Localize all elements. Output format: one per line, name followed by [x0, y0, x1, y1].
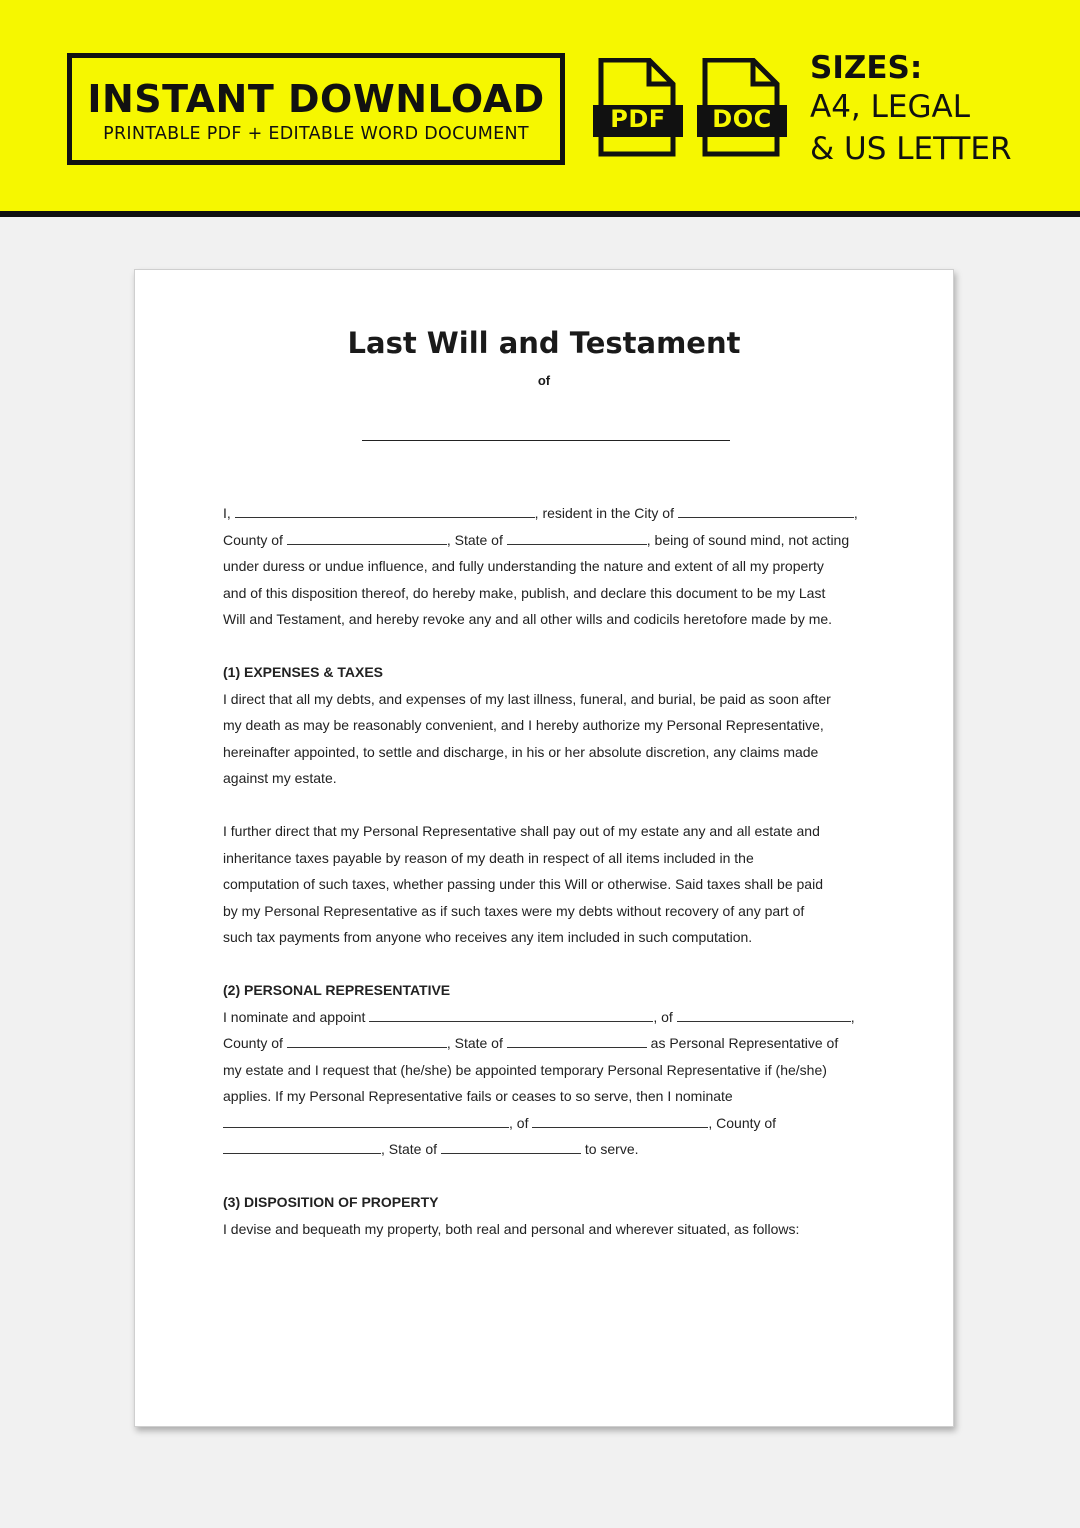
section-text: computation of such taxes, whether passing under this Will or otherwise. Said taxes shall be paid — [223, 876, 823, 892]
section-text: County of — [223, 1035, 283, 1051]
alternate-county-blank — [223, 1139, 381, 1154]
promo-banner — [0, 0, 1080, 217]
representative-name-blank — [369, 1007, 653, 1022]
section-text: I devise and bequeath my property, both real and personal and wherever situated, as follows: — [223, 1220, 800, 1237]
city-blank — [678, 503, 854, 518]
sizes-info — [810, 50, 1012, 170]
alternate-state-blank — [441, 1139, 581, 1154]
testator-name-line — [362, 440, 730, 441]
sizes-line-1: A4, LEGAL — [810, 89, 970, 125]
section-text: by my Personal Representative as if such taxes were my debts without recovery of any part of — [223, 902, 805, 919]
pdf-label: PDF — [610, 105, 666, 133]
state-blank — [507, 530, 647, 545]
sizes-line-2: & US LETTER — [810, 131, 1012, 167]
intro-text: I, — [223, 505, 231, 521]
document-body — [223, 500, 869, 1269]
section-disposition — [223, 1189, 869, 1242]
section-text: against my estate. — [223, 770, 337, 786]
instant-download-subtitle: PRINTABLE PDF + EDITABLE WORD DOCUMENT — [103, 124, 529, 144]
doc-label: DOC — [712, 105, 772, 133]
intro-text: , being of sound mind, not acting — [646, 531, 850, 548]
section-text: I direct that all my debts, and expenses of my last illness, funeral, and burial, be paid as soon after — [223, 690, 831, 707]
intro-text: , State of — [446, 531, 503, 548]
representative-city-blank — [677, 1007, 851, 1022]
intro-text: Will and Testament, and hereby revoke any and all other wills and codicils heretofore made by me. — [223, 611, 833, 627]
section-text: I further direct that my Personal Representative shall pay out of my estate any and all estate and — [223, 823, 820, 839]
section-taxes-paragraph — [223, 818, 869, 951]
intro-text: and of this disposition thereof, do hereby make, publish, and declare this document to be my Last — [223, 584, 826, 601]
representative-county-blank — [287, 1033, 447, 1048]
document-page — [134, 269, 954, 1427]
alternate-city-blank — [532, 1113, 708, 1128]
section-text: , County of — [708, 1114, 777, 1131]
intro-text: under duress or undue influence, and fully understanding the nature and extent of all my property — [223, 558, 824, 574]
section-text: such tax payments from anyone who receives any item included in such computation. — [223, 929, 753, 945]
section-expenses — [223, 659, 869, 792]
intro-text: , resident in the City of — [534, 505, 674, 521]
section-text: my estate and I request that (he/she) be appointed temporary Personal Representative if (he/she) — [223, 1061, 827, 1078]
instant-download-box — [67, 53, 565, 165]
sizes-title: SIZES: — [810, 50, 923, 86]
intro-paragraph — [223, 500, 869, 633]
document-of: of — [537, 373, 551, 388]
section-text: my death as may be reasonably convenient, and I hereby authorize my Personal Representative, — [223, 717, 824, 733]
section-text: applies. If my Personal Representative fails or ceases to so serve, then I nominate — [223, 1088, 733, 1104]
section-text: , of — [653, 1008, 673, 1025]
section-text: , of — [509, 1114, 529, 1131]
section-heading: (3) DISPOSITION OF PROPERTY — [223, 1194, 439, 1210]
intro-text: County of — [223, 531, 283, 548]
document-title: Last Will and Testament — [347, 326, 741, 360]
representative-state-blank — [507, 1033, 647, 1048]
section-text: , — [850, 1008, 855, 1025]
alternate-name-blank — [223, 1113, 509, 1128]
section-text: to serve. — [584, 1141, 639, 1157]
section-text: as Personal Representative of — [650, 1035, 839, 1051]
section-text: I nominate and appoint — [223, 1008, 366, 1025]
county-blank — [287, 530, 447, 545]
section-text: inheritance taxes payable by reason of my death in respect of all items included in the — [223, 849, 754, 866]
pdf-file-icon — [593, 58, 689, 158]
section-text: hereinafter appointed, to settle and discharge, in his or her absolute discretion, any claims made — [223, 743, 819, 760]
section-heading: (1) EXPENSES & TAXES — [223, 664, 384, 680]
intro-text: , — [853, 505, 858, 521]
instant-download-title: INSTANT DOWNLOAD — [87, 77, 545, 121]
name-blank — [235, 503, 535, 518]
section-heading: (2) PERSONAL REPRESENTATIVE — [223, 982, 451, 998]
section-personal-representative — [223, 977, 869, 1163]
doc-file-icon — [697, 58, 793, 158]
section-text: , State of — [446, 1035, 503, 1051]
section-text: , State of — [381, 1141, 438, 1157]
